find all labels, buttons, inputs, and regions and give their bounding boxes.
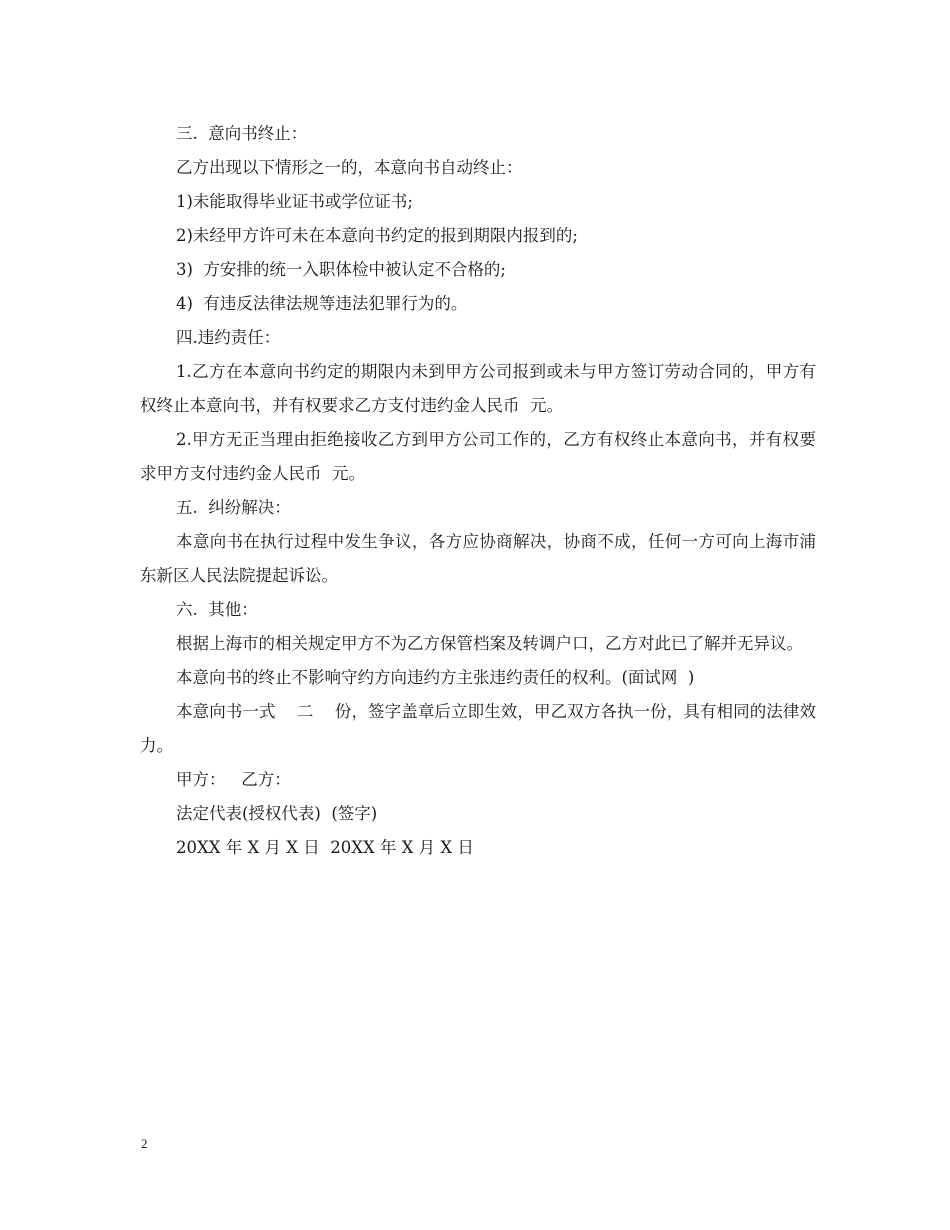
list-item: 3) 方安排的统一入职体检中被认定不合格的; xyxy=(176,260,506,279)
signature-dates: 20XX 年 X 月 X 日 20XX 年 X 月 X 日 xyxy=(176,838,474,857)
paragraph: 本意向书的终止不影响守约方向违约方主张违约责任的权利。(面试网 ) xyxy=(176,668,695,687)
paragraph: 本意向书一式 二 份，签字盖章后立即生效，甲乙双方各执一份，具有相同的法律效力。 xyxy=(140,702,816,755)
list-item: 1)未能取得毕业证书或学位证书; xyxy=(176,192,413,211)
paragraph: 乙方出现以下情形之一的，本意向书自动终止： xyxy=(176,158,523,177)
paragraph: 1.乙方在本意向书约定的期限内未到甲方公司报到或未与甲方签订劳动合同的，甲方有权终止本意向书，并有权要求乙方支付违约金人民币 元。 xyxy=(140,362,816,415)
section-heading-termination: 三. 意向书终止： xyxy=(176,124,308,143)
paragraph: 根据上海市的相关规定甲方不为乙方保管档案及转调户口，乙方对此已了解并无异议。 xyxy=(176,634,803,653)
document-body xyxy=(140,117,816,865)
section-heading-dispute: 五. 纠纷解决： xyxy=(176,498,291,517)
signature-parties: 甲方： 乙方： xyxy=(176,770,291,789)
page-number: 2 xyxy=(141,1136,148,1151)
section-heading-other: 六. 其他： xyxy=(176,600,258,619)
paragraph: 本意向书在执行过程中发生争议，各方应协商解决，协商不成，任何一方可向上海市浦东新区人民法院提起诉讼。 xyxy=(140,532,816,585)
section-heading-liability: 四.违约责任： xyxy=(176,328,281,347)
list-item: 4) 有违反法律法规等违法犯罪行为的。 xyxy=(176,294,468,313)
paragraph: 2.甲方无正当理由拒绝接收乙方到甲方公司工作的，乙方有权终止本意向书，并有权要求甲方支付违约金人民币 元。 xyxy=(140,430,816,483)
list-item: 2)未经甲方许可未在本意向书约定的报到期限内报到的; xyxy=(176,226,578,245)
signature-representative: 法定代表(授权代表) (签字) xyxy=(176,804,378,823)
